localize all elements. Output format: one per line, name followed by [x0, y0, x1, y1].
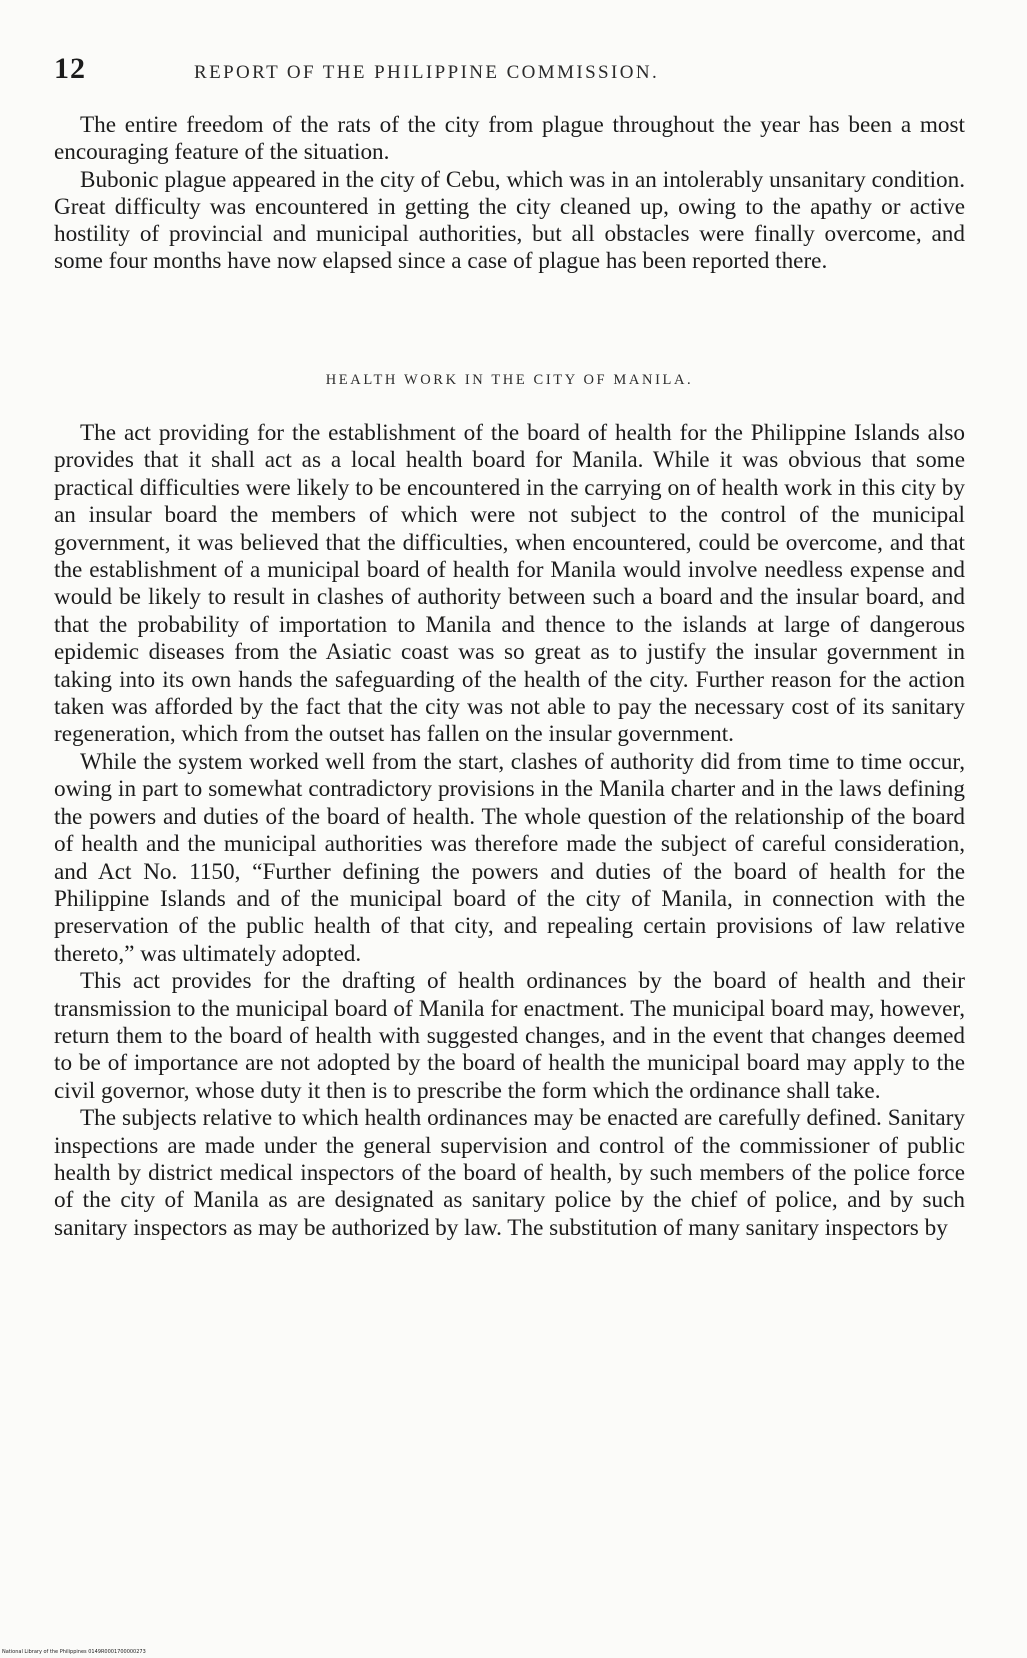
section-text-block — [54, 420, 965, 1242]
running-head: REPORT OF THE PHILIPPINE COMMISSION. — [194, 62, 660, 83]
paragraph: Bubonic plague appeared in the city of Cebu, which was in an intolerably unsanitary condition. Great difficulty was encountered in getting the city cleaned up, owing to the apathy or active hostility of provincial and municipal authorities, but all obstacles were finally overcome, and some four months have now elapsed since a case of plague has been reported there. — [54, 166, 965, 275]
page-header — [54, 52, 966, 92]
paragraph: While the system worked well from the start, clashes of authority did from time to time occur, owing in part to somewhat contradictory provisions in the Manila charter and in the laws defining the powers and duties of the board of health. The whole question of the relationship of the board of health and the municipal authorities was therefore made the subject of careful consideration, and Act No. 1150, “Further defining the powers and duties of the board of health for the Philippine Islands and of the municipal board of the city of Manila, in connection with the preservation of the public health of that city, and repealing certain provisions of law relative thereto,” was ultimately adopted. — [54, 748, 965, 967]
paragraph: The subjects relative to which health ordinances may be enacted are carefully defined. Sanitary inspections are made under the general supervision and control of the commissioner of public health by district medical inspectors of the board of health, by such members of the police force of the city of Manila as are designated as sanitary police by the chief of police, and by such sanitary inspectors as may be authorized by law. The substitution of many sanitary inspectors by — [54, 1105, 965, 1241]
page-number: 12 — [54, 52, 86, 85]
intro-text-block — [54, 112, 965, 276]
paragraph: The entire freedom of the rats of the city from plague throughout the year has been a most encouraging feature of the situation. — [54, 112, 965, 166]
paragraph: The act providing for the establishment of the board of health for the Philippine Islands also provides that it shall act as a local health board for Manila. While it was obvious that some practical difficulties were likely to be encountered in the carrying on of health work in this city by an insular board the members of which were not subject to the control of the municipal government, it was believed that the difficulties, when encountered, could be overcome, and that the establishment of a municipal board of health for Manila would involve needless expense and would be likely to result in clashes of authority between such a board and the insular board, and that the probability of importation to Manila and thence to the islands at large of dangerous epidemic diseases from the Asiatic coast was so great as to justify the insular government in taking into its own hands the safeguarding of the health of the city. Further reason for the action taken was afforded by the fact that the city was not able to pay the necessary cost of its sanitary regeneration, which from the outset has fallen on the insular government. — [54, 420, 965, 748]
paragraph: This act provides for the drafting of health ordinances by the board of health and their transmission to the municipal board of Manila for enactment. The municipal board may, however, return them to the board of health with suggested changes, and in the event that changes deemed to be of importance are not adopted by the board of health the municipal board may apply to the civil governor, whose duty it then is to prescribe the form which the ordinance shall take. — [54, 968, 965, 1104]
section-heading: HEALTH WORK IN THE CITY OF MANILA. — [325, 372, 694, 388]
scan-credit: National Library of the Philippines 0149R0001700000273 — [2, 1649, 146, 1655]
